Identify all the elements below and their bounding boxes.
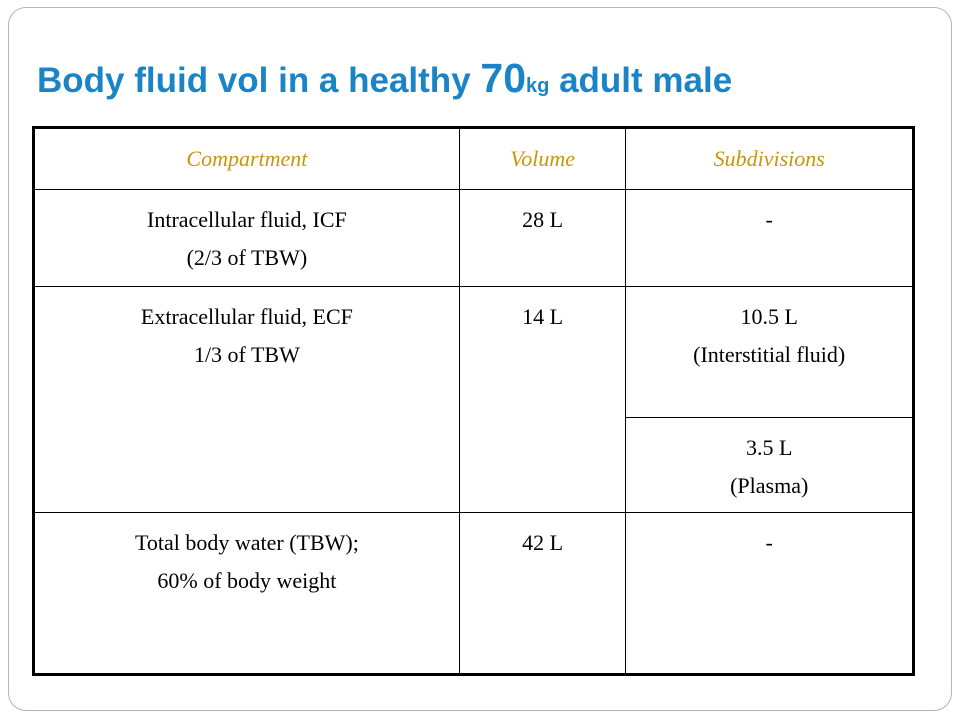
body-fluid-table xyxy=(32,126,915,676)
title-unit: kg xyxy=(526,75,550,97)
volume-value: 14 L xyxy=(522,304,564,329)
cell-volume-icf xyxy=(459,190,626,287)
header-compartment: Compartment xyxy=(34,128,460,190)
cell-volume-tbw xyxy=(459,513,626,675)
compartment-line1: Extracellular fluid, ECF xyxy=(140,304,353,329)
cell-subdivision-plasma xyxy=(626,418,914,513)
compartment-line1: Intracellular fluid, ICF xyxy=(147,207,347,232)
cell-compartment-ecf xyxy=(34,287,460,513)
subdivision-label: (Interstitial fluid) xyxy=(693,342,846,367)
table-row-ecf xyxy=(34,287,914,418)
compartment-line1: Total body water (TBW); xyxy=(134,530,359,555)
compartment-line2: 60% of body weight xyxy=(157,568,337,593)
cell-volume-ecf xyxy=(459,287,626,513)
compartment-line2: (2/3 of TBW) xyxy=(186,245,308,270)
cell-subdivision-icf xyxy=(626,190,914,287)
title-number: 70 xyxy=(480,55,526,101)
table-row-icf xyxy=(34,190,914,287)
subdivision-value: - xyxy=(765,530,773,555)
slide-title xyxy=(37,54,732,103)
subdivision-label: (Plasma) xyxy=(730,473,809,498)
compartment-line2: 1/3 of TBW xyxy=(193,342,300,367)
cell-subdivision-tbw xyxy=(626,513,914,675)
title-suffix: adult male xyxy=(549,61,733,100)
subdivision-value: - xyxy=(765,207,773,232)
cell-compartment-tbw xyxy=(34,513,460,675)
header-volume: Volume xyxy=(459,128,626,190)
table-header-row xyxy=(34,128,914,190)
table-row-tbw xyxy=(34,513,914,675)
cell-compartment-icf xyxy=(34,190,460,287)
title-prefix: Body fluid vol in a healthy xyxy=(37,61,481,100)
header-subdivisions: Subdivisions xyxy=(626,128,914,190)
subdivision-value: 10.5 L xyxy=(740,304,798,329)
volume-value: 42 L xyxy=(522,530,564,555)
cell-subdivision-interstitial xyxy=(626,287,914,418)
subdivision-value: 3.5 L xyxy=(745,435,793,460)
volume-value: 28 L xyxy=(522,207,564,232)
